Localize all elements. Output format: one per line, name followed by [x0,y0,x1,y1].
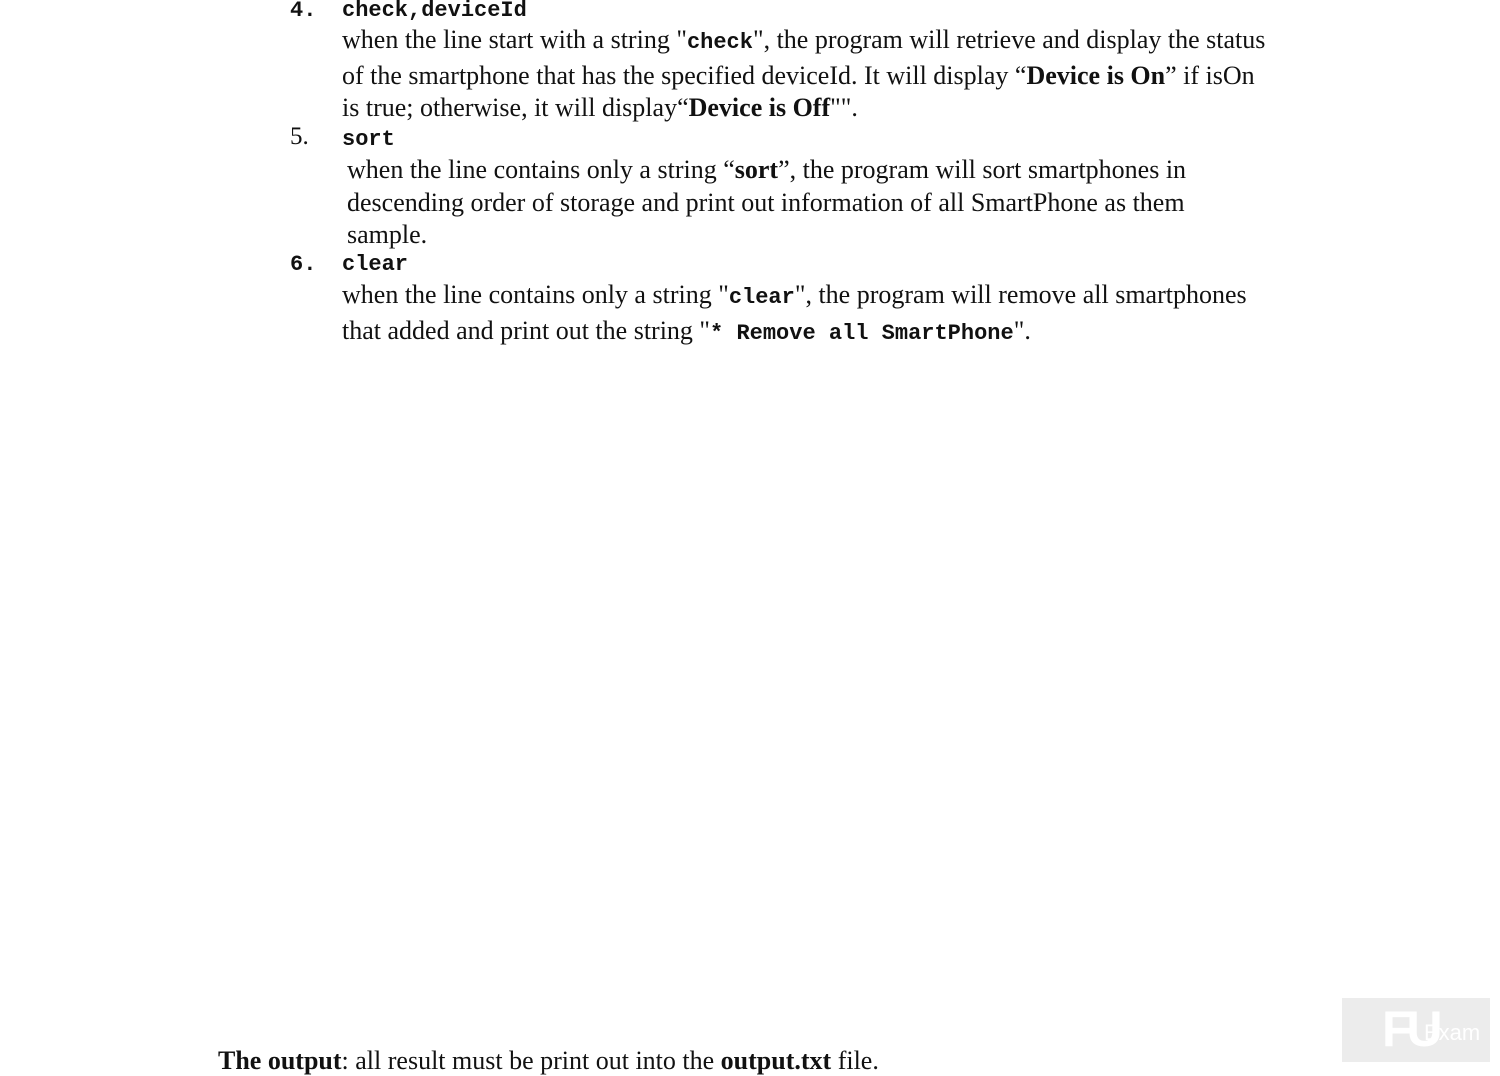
command-name: sort [342,127,395,152]
watermark-text: Exam [1424,1020,1481,1045]
fu-logo-icon: FU [1382,1001,1437,1057]
item-description [342,24,1265,125]
output-instruction: The output: all result must be print out into the output.txt file. [218,1046,879,1075]
item-number: 4. [290,0,317,23]
item-description [347,154,1186,252]
exam-watermark [1342,998,1490,1062]
output-filename: output.txt [720,1046,832,1075]
description-line: when the line contains only a string "clear", the program will remove all smartphones [342,280,1247,310]
description-line: sample. [347,220,428,249]
description-line: when the line contains only a string “sort”, the program will sort smartphones in [347,155,1187,184]
output-label: The output [218,1046,342,1075]
command-name: check,deviceId [342,0,527,23]
description-line: that added and print out the string "* Remove all SmartPhone". [342,315,1031,346]
description-line: when the line start with a string "check", the program will retrieve and display the status [342,25,1266,55]
item-description [342,279,1247,350]
description-line: of the smartphone that has the specified deviceId. It will display “Device is On” if isOn [342,60,1255,90]
item-number: 6. [290,252,317,277]
item-number: 5. [290,123,309,150]
command-name: clear [342,252,409,277]
description-line: is true; otherwise, it will display“Device is Off"". [342,93,858,122]
description-line: descending order of storage and print out information of all SmartPhone as them [347,187,1185,217]
